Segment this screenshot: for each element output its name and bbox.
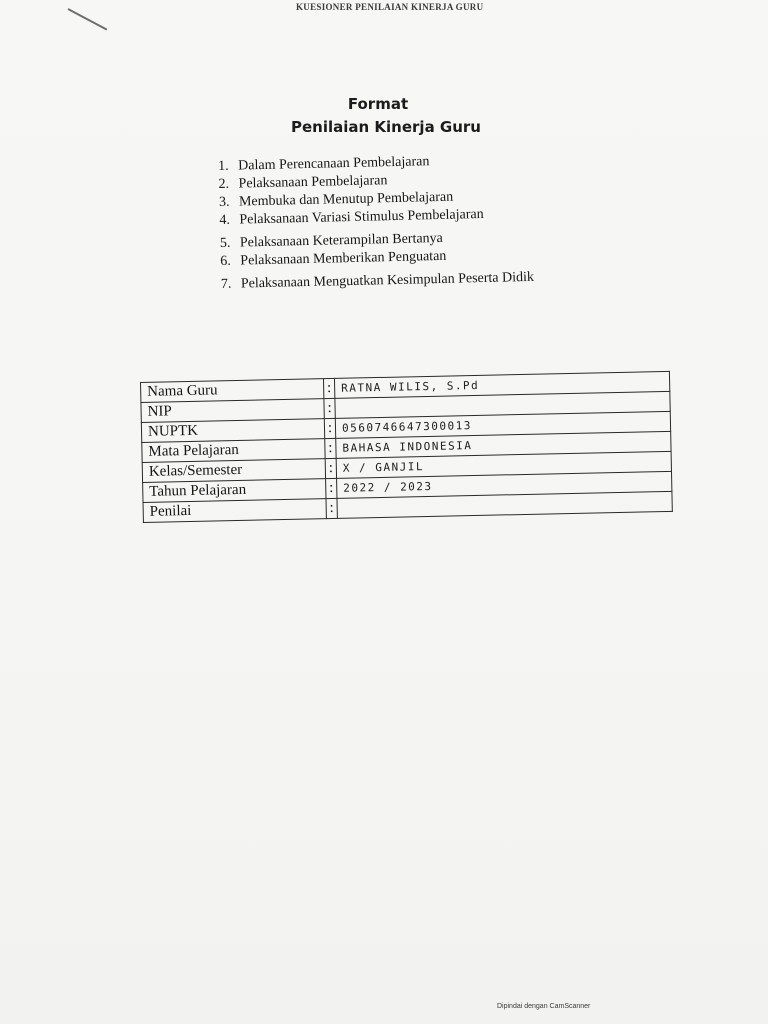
document-title: Format xyxy=(347,95,409,113)
list-item-label: Pelaksanaan Variasi Stimulus Pembelajaran xyxy=(239,206,484,228)
list-item-number: 1. xyxy=(218,158,229,174)
field-value-academic-year: 2022 / 2023 xyxy=(337,471,672,498)
field-colon: : xyxy=(326,498,337,518)
list-item-number: 5. xyxy=(219,235,231,251)
field-label: Nama Guru xyxy=(141,379,324,403)
assessment-list xyxy=(218,148,681,294)
list-item-label: Dalam Perencanaan Pembelajaran xyxy=(238,154,430,174)
field-colon: : xyxy=(324,418,335,438)
field-colon: : xyxy=(325,458,336,478)
scan-edge-mark xyxy=(68,8,108,30)
field-label: Tahun Pelajaran xyxy=(143,479,326,503)
list-item-label: Pelaksanaan Memberikan Penguatan xyxy=(240,248,447,269)
list-item-label: Pelaksanaan Pembelajaran xyxy=(238,173,388,192)
field-colon: : xyxy=(326,478,337,498)
list-item-number: 6. xyxy=(220,253,232,269)
list-item xyxy=(221,266,681,294)
list-item-number: 7. xyxy=(220,276,232,292)
field-colon: : xyxy=(324,398,335,418)
document-subtitle: Penilaian Kinerja Guru xyxy=(291,118,481,136)
field-colon: : xyxy=(325,438,336,458)
list-item-label: Pelaksanaan Keterampilan Bertanya xyxy=(239,230,443,251)
field-value-nuptk: 0560746647300013 xyxy=(335,411,670,438)
list-item-number: 2. xyxy=(218,176,230,192)
field-label: Kelas/Semester xyxy=(142,459,325,483)
list-item-number: 4. xyxy=(219,212,231,228)
page-header: KUESIONER PENILAIAN KINERJA GURU xyxy=(296,2,484,12)
field-label: Mata Pelajaran xyxy=(142,439,325,463)
field-label: NUPTK xyxy=(141,419,324,443)
field-value-subject: BAHASA INDONESIA xyxy=(336,431,671,458)
scanner-watermark: Dipindai dengan CamScanner xyxy=(497,1003,591,1010)
list-item-label: Membuka dan Menutup Pembelajaran xyxy=(238,189,454,210)
list-item-label: Pelaksanaan Menguatkan Kesimpulan Peserta Didik xyxy=(240,269,535,292)
list-item-number: 3. xyxy=(218,194,230,210)
field-label: NIP xyxy=(141,399,324,423)
teacher-identity-table xyxy=(140,371,673,523)
field-value-class-semester: X / GANJIL xyxy=(336,451,671,478)
field-colon: : xyxy=(323,378,334,398)
field-value-teacher-name: RATNA WILIS, S.Pd xyxy=(334,371,669,398)
field-label: Penilai xyxy=(143,499,326,523)
